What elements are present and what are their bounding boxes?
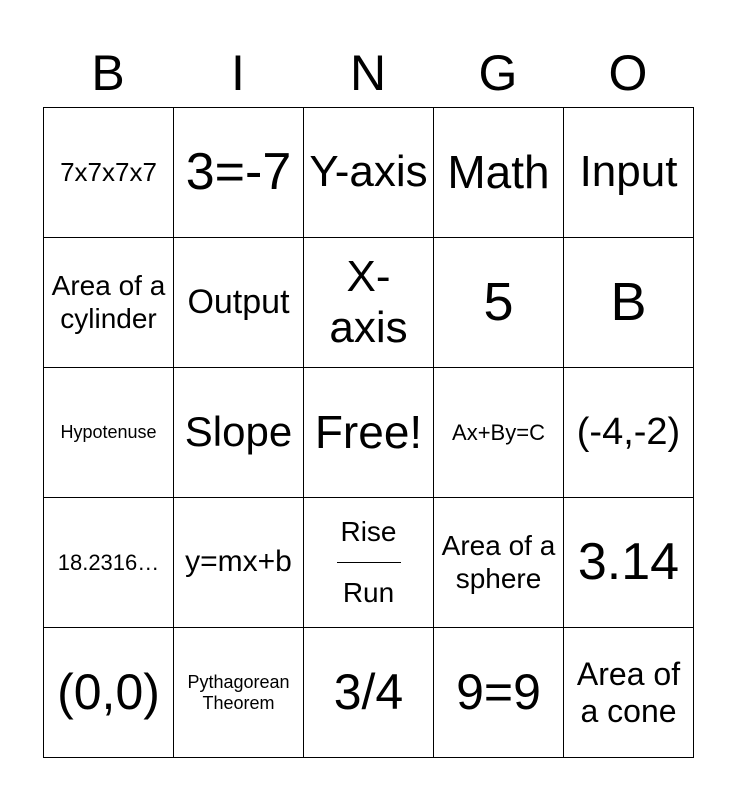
cell-text: Area of a sphere	[441, 530, 556, 594]
bingo-cell-i-3[interactable]	[174, 368, 304, 498]
board-row	[44, 108, 694, 238]
cell-text: Input	[579, 147, 678, 197]
board-row	[44, 238, 694, 368]
fraction-denominator: Run	[342, 577, 395, 608]
fraction-bar	[337, 562, 401, 563]
bingo-cell-g-2[interactable]	[434, 238, 564, 368]
bingo-cell-b-5[interactable]	[44, 628, 174, 758]
cell-text: Math	[447, 146, 550, 199]
bingo-cell-g-4[interactable]	[434, 498, 564, 628]
cell-text: Slope	[184, 408, 293, 456]
bingo-cell-o-2[interactable]	[564, 238, 694, 368]
bingo-cell-i-4[interactable]	[174, 498, 304, 628]
bingo-cell-g-3[interactable]	[434, 368, 564, 498]
header-letter-n: N	[349, 45, 387, 101]
bingo-cell-n-1[interactable]	[304, 108, 434, 238]
bingo-cell-n-4[interactable]	[304, 498, 434, 628]
cell-text: 3=-7	[185, 142, 292, 201]
cell-text: 18.2316…	[57, 549, 160, 575]
bingo-cell-g-5[interactable]	[434, 628, 564, 758]
cell-text: 9=9	[456, 663, 541, 720]
bingo-cell-o-1[interactable]	[564, 108, 694, 238]
header-letter-b: B	[91, 45, 125, 101]
cell-text: Pythagorean Theorem	[187, 671, 290, 713]
bingo-cell-n-3[interactable]	[304, 368, 434, 498]
bingo-cell-b-3[interactable]	[44, 368, 174, 498]
fraction	[308, 516, 429, 609]
bingo-cell-i-1[interactable]	[174, 108, 304, 238]
cell-text: Hypotenuse	[60, 422, 157, 443]
bingo-cell-b-2[interactable]	[44, 238, 174, 368]
board-row	[44, 628, 694, 758]
cell-text: (-4,-2)	[576, 410, 681, 453]
header-letter-g: G	[478, 45, 518, 101]
bingo-board	[43, 107, 694, 758]
bingo-cell-b-1[interactable]	[44, 108, 174, 238]
cell-text: (0,0)	[57, 663, 160, 720]
bingo-cell-n-5[interactable]	[304, 628, 434, 758]
cell-text: Area of a cone	[576, 655, 681, 729]
bingo-cell-o-5[interactable]	[564, 628, 694, 758]
cell-text: B	[610, 272, 647, 333]
bingo-cell-o-4[interactable]	[564, 498, 694, 628]
bingo-header	[43, 38, 693, 108]
board-row	[44, 498, 694, 628]
cell-text: Area of a cylinder	[51, 270, 166, 334]
cell-text: X-axis	[329, 251, 408, 352]
cell-text: 7x7x7x7	[60, 156, 157, 187]
cell-text: 3.14	[577, 532, 680, 591]
cell-text: 3/4	[333, 663, 404, 720]
bingo-cell-b-4[interactable]	[44, 498, 174, 628]
bingo-cell-g-1[interactable]	[434, 108, 564, 238]
cell-text: y=mx+b	[185, 545, 292, 579]
cell-text: Free!	[314, 406, 423, 459]
cell-text: Output	[187, 282, 290, 321]
fraction-numerator: Rise	[340, 515, 397, 547]
header-letter-i: I	[231, 45, 245, 101]
bingo-cell-i-5[interactable]	[174, 628, 304, 758]
bingo-cell-i-2[interactable]	[174, 238, 304, 368]
cell-text: Y-axis	[309, 147, 428, 197]
cell-text: 5	[483, 272, 514, 333]
bingo-cell-o-3[interactable]	[564, 368, 694, 498]
header-letter-o: O	[608, 45, 648, 101]
bingo-cell-n-2[interactable]	[304, 238, 434, 368]
cell-text: Ax+By=C	[452, 419, 545, 445]
board-row	[44, 368, 694, 498]
